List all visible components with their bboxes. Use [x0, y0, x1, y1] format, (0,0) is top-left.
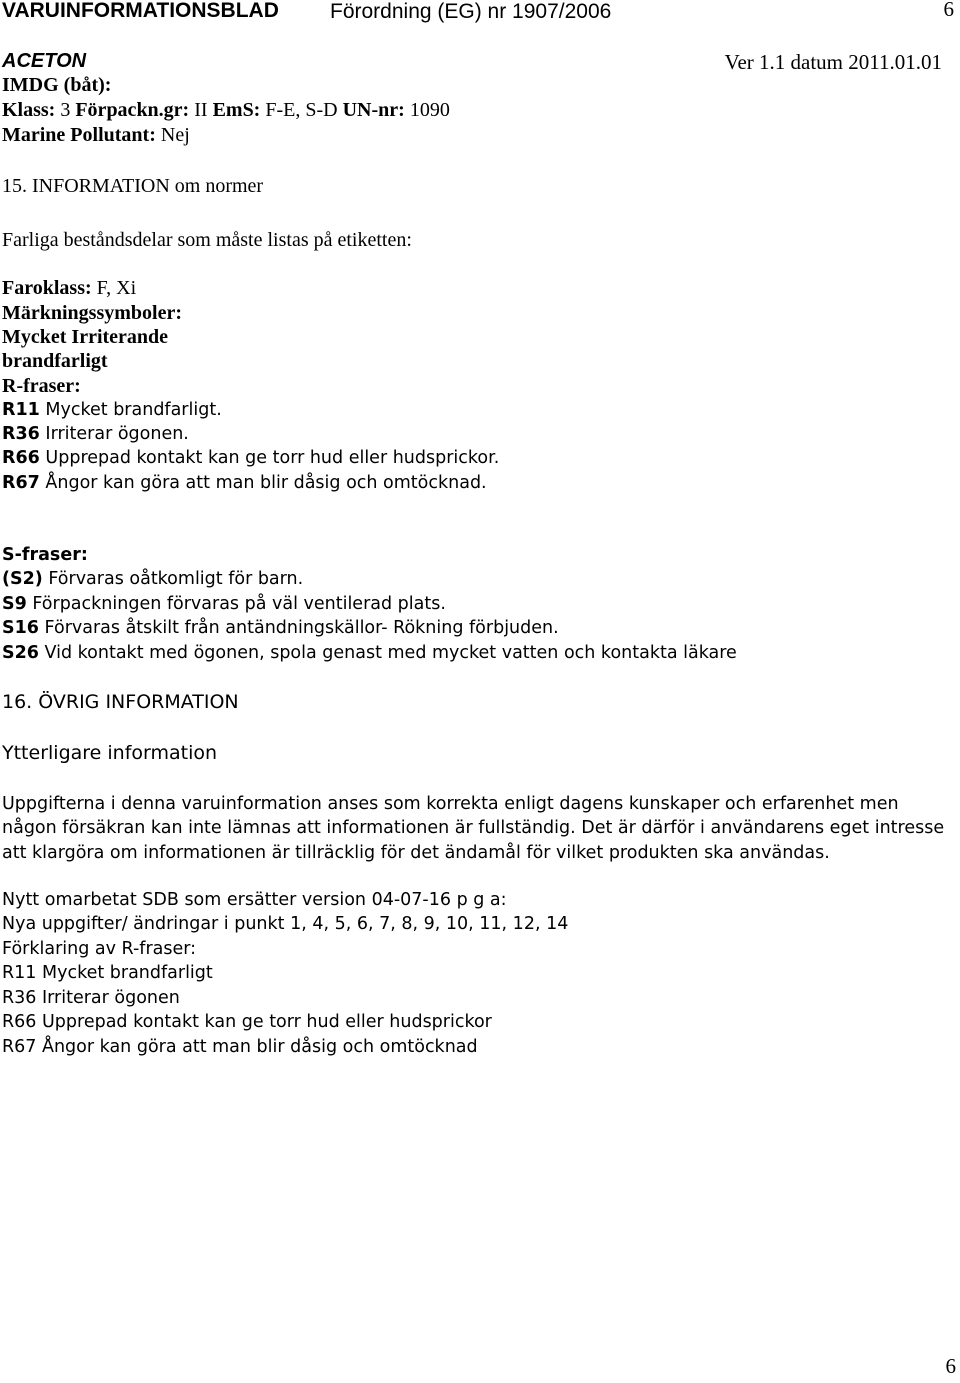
regulation-text: Förordning (EG) nr 1907/2006 [330, 0, 612, 23]
section-15-intro: Farliga beståndsdelar som måste listas på etiketten: [2, 229, 412, 251]
symbol-item: brandfarligt [2, 350, 108, 372]
product-name: ACETON [2, 50, 87, 72]
s-phrase-item: S26 Vid kontakt med ögonen, spola genast med mycket vatten och kontakta läkare [2, 643, 737, 663]
symbols-label: Märkningssymboler: [2, 302, 182, 324]
section-16-heading: 16. ÖVRIG INFORMATION [2, 691, 239, 713]
section-15-heading: 15. INFORMATION om normer [2, 175, 264, 197]
s-phrases-label: S-fraser: [2, 545, 88, 565]
revision-line: R67 Ångor kan göra att man blir dåsig och omtöcknad [2, 1037, 478, 1057]
symbol-item: Mycket Irriterande [2, 326, 169, 348]
revision-line: Förklaring av R-fraser: [2, 939, 197, 959]
r-phrase-item: R36 Irriterar ögonen. [2, 424, 189, 444]
s-phrase-item: S16 Förvaras åtskilt från antändningskällor- Rökning förbjuden. [2, 618, 559, 638]
s-phrase-item: S9 Förpackningen förvaras på väl ventilerad plats. [2, 594, 446, 614]
revision-line: R11 Mycket brandfarligt [2, 963, 213, 983]
version-date: Ver 1.1 datum 2011.01.01 [724, 50, 942, 74]
revision-line: Nytt omarbetat SDB som ersätter version 04-07-16 p g a: [2, 890, 507, 910]
hazard-class: Faroklass: F, Xi [2, 277, 137, 299]
imdg-heading: IMDG (båt): [2, 74, 112, 96]
footer-page-number: 6 [945, 1354, 956, 1378]
header-page-number: 6 [943, 0, 954, 21]
imdg-details: Klass: 3 Förpackn.gr: II EmS: F-E, S-D UN-nr: 1090 [2, 99, 450, 121]
r-phrases-label: R-fraser: [2, 375, 81, 397]
disclaimer-line: att klargöra om informationen är tillräcklig för det ändamål för vilket produkten ska användas. [2, 843, 830, 863]
r-phrase-item: R67 Ångor kan göra att man blir dåsig och omtöcknad. [2, 473, 487, 493]
disclaimer-line: Uppgifterna i denna varuinformation anses som korrekta enligt dagens kunskaper och erfarenhet men [2, 794, 899, 814]
s-phrase-item: (S2) Förvaras oåtkomligt för barn. [2, 569, 304, 589]
revision-line: R36 Irriterar ögonen [2, 988, 180, 1008]
revision-line: Nya uppgifter/ ändringar i punkt 1, 4, 5, 6, 7, 8, 9, 10, 11, 12, 14 [2, 914, 569, 934]
section-16-subheading: Ytterligare information [2, 742, 218, 764]
revision-line: R66 Upprepad kontakt kan ge torr hud eller hudsprickor [2, 1012, 492, 1032]
disclaimer-line: någon försäkran kan inte lämnas att informationen är fullständig. Det är därför i användarens eget intresse [2, 818, 945, 838]
r-phrase-item: R66 Upprepad kontakt kan ge torr hud eller hudsprickor. [2, 448, 500, 468]
marine-pollutant: Marine Pollutant: Nej [2, 124, 190, 146]
r-phrase-item: R11 Mycket brandfarligt. [2, 400, 222, 420]
document-title: VARUINFORMATIONSBLAD [2, 0, 279, 22]
